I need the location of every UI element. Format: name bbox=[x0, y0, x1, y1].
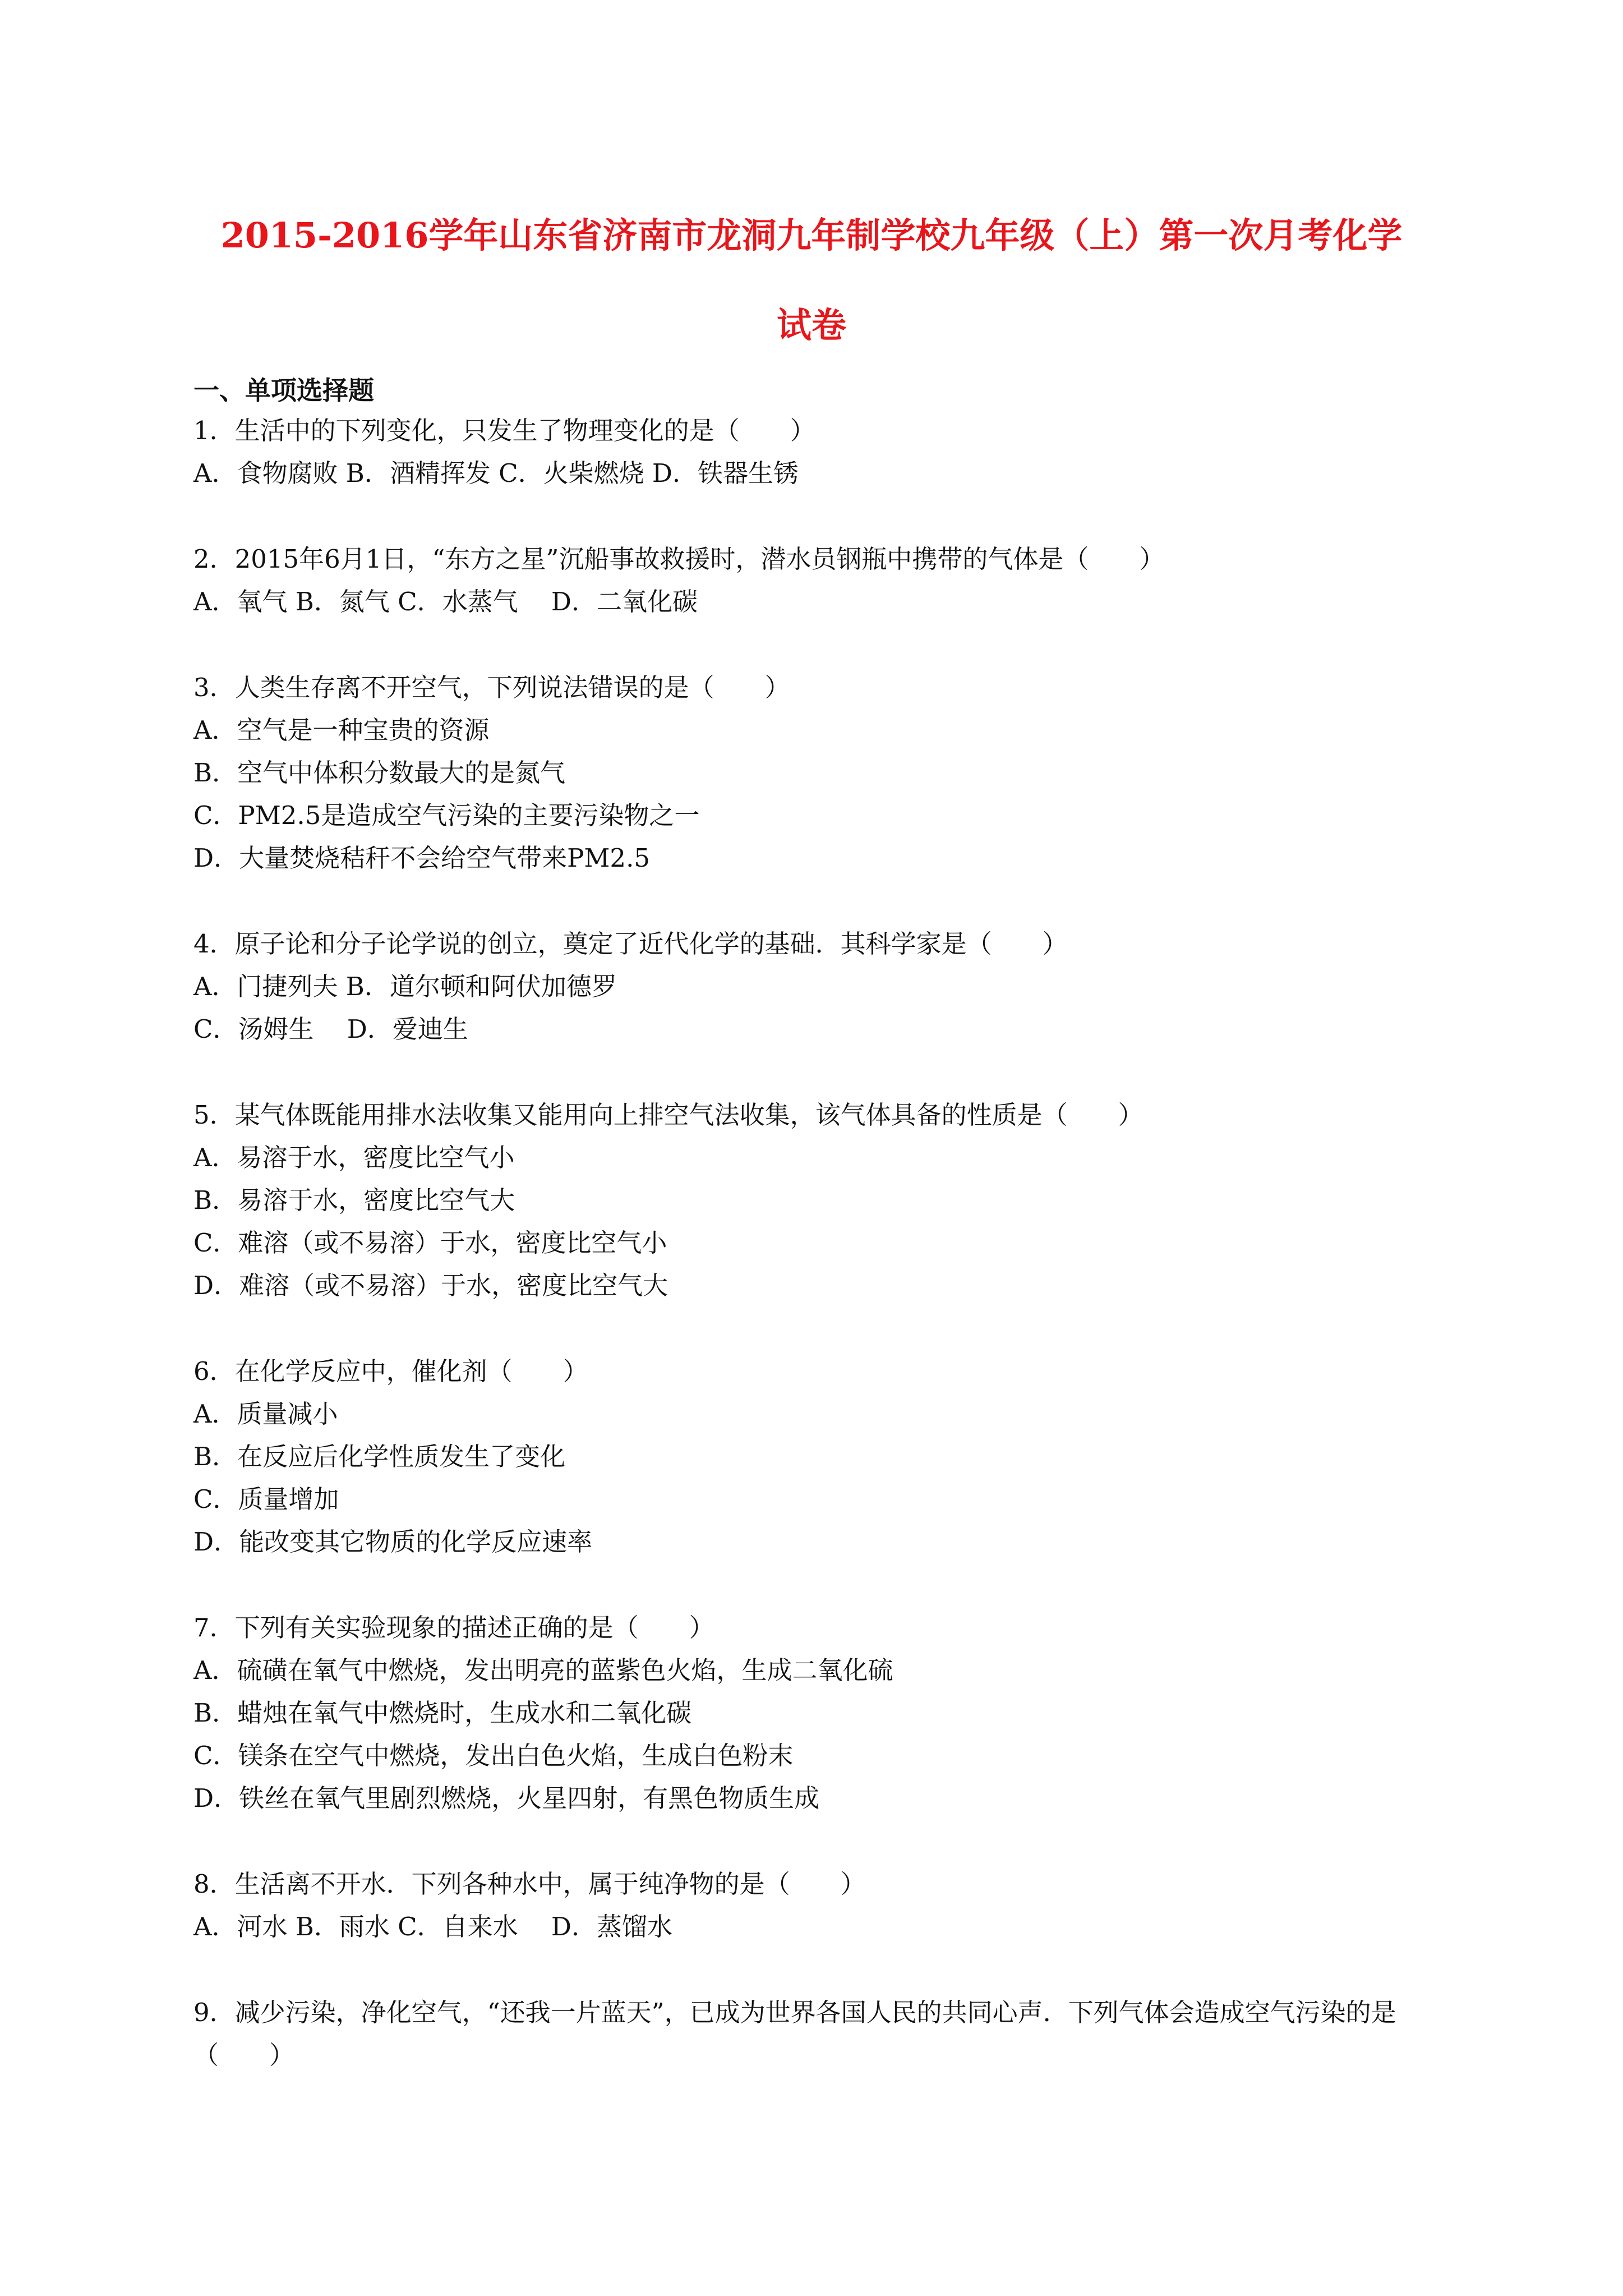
option-a: A．质量减小 bbox=[193, 1399, 338, 1429]
section-heading: 一、单项选择题 bbox=[193, 375, 374, 406]
option-a: A．空气是一种宝贵的资源 bbox=[193, 715, 490, 745]
question-list bbox=[193, 409, 1455, 2120]
option-b: B．在反应后化学性质发生了变化 bbox=[193, 1442, 566, 1471]
option-b: B．易溶于水，密度比空气大 bbox=[193, 1185, 515, 1215]
question-stem: 5．某气体既能用排水法收集又能用向上排空气法收集，该气体具备的性质是（ ） bbox=[193, 1100, 1144, 1130]
option-line: A．门捷列夫 B．道尔顿和阿伏加德罗 bbox=[193, 972, 617, 1001]
question-stem: 3．人类生存离不开空气，下列说法错误的是（ ） bbox=[193, 673, 790, 702]
option-d: D．大量焚烧秸秆不会给空气带来PM2.5 bbox=[193, 843, 651, 873]
option-line: A．氧气 B．氮气 C．水蒸气 D．二氧化碳 bbox=[193, 587, 698, 616]
question-5 bbox=[193, 1094, 1455, 1307]
option-d: D．能改变其它物质的化学反应速率 bbox=[193, 1527, 593, 1557]
question-stem: 7．下列有关实验现象的描述正确的是（ ） bbox=[193, 1613, 714, 1642]
option-line: A．食物腐败 B．酒精挥发 C．火柴燃烧 D．铁器生锈 bbox=[193, 458, 799, 488]
question-4 bbox=[193, 923, 1455, 1051]
option-c: C．镁条在空气中燃烧，发出白色火焰，生成白色粉末 bbox=[193, 1741, 794, 1770]
option-a: A．硫磺在氧气中燃烧，发出明亮的蓝紫色火焰，生成二氧化硫 bbox=[193, 1655, 893, 1685]
option-a: A．易溶于水，密度比空气小 bbox=[193, 1143, 515, 1172]
question-stem: 8．生活离不开水．下列各种水中，属于纯净物的是（ ） bbox=[193, 1869, 866, 1899]
option-line: A．河水 B．雨水 C．自来水 D．蒸馏水 bbox=[193, 1912, 672, 1941]
option-c: C．PM2.5是造成空气污染的主要污染物之一 bbox=[193, 800, 700, 830]
option-line: C．汤姆生 D．爱迪生 bbox=[193, 1014, 468, 1044]
page-title: 2015-2016学年山东省济南市龙洞九年制学校九年级（上）第一次月考化学 bbox=[220, 215, 1403, 256]
option-b: B．蜡烛在氧气中燃烧时，生成水和二氧化碳 bbox=[193, 1698, 692, 1728]
question-stem: 6．在化学反应中，催化剂（ ） bbox=[193, 1356, 588, 1386]
question-1 bbox=[193, 409, 1455, 495]
question-stem: 9．减少污染，净化空气，“还我一片蓝天”，已成为世界各国人民的共同心声．下列气体会造成空气污染的是（ ） bbox=[193, 1998, 1396, 2070]
option-c: C．质量增加 bbox=[193, 1484, 339, 1514]
option-d: D．铁丝在氧气里剧烈燃烧，火星四射，有黑色物质生成 bbox=[193, 1783, 820, 1813]
question-2 bbox=[193, 538, 1455, 623]
question-3 bbox=[193, 666, 1455, 880]
question-6 bbox=[193, 1350, 1455, 1563]
question-7 bbox=[193, 1607, 1455, 1820]
option-b: B．空气中体积分数最大的是氮气 bbox=[193, 758, 566, 788]
question-9 bbox=[193, 1991, 1455, 2077]
question-stem: 4．原子论和分子论学说的创立，奠定了近代化学的基础．其科学家是（ ） bbox=[193, 929, 1068, 959]
question-8 bbox=[193, 1863, 1455, 1948]
option-d: D．难溶（或不易溶）于水，密度比空气大 bbox=[193, 1271, 668, 1300]
question-stem: 2．2015年6月1日，“东方之星”沉船事故救援时，潜水员钢瓶中携带的气体是（ ） bbox=[193, 544, 1165, 574]
question-stem: 1．生活中的下列变化，只发生了物理变化的是（ ） bbox=[193, 416, 815, 445]
page-title-continued: 试卷 bbox=[776, 305, 846, 346]
option-c: C．难溶（或不易溶）于水，密度比空气小 bbox=[193, 1228, 667, 1258]
